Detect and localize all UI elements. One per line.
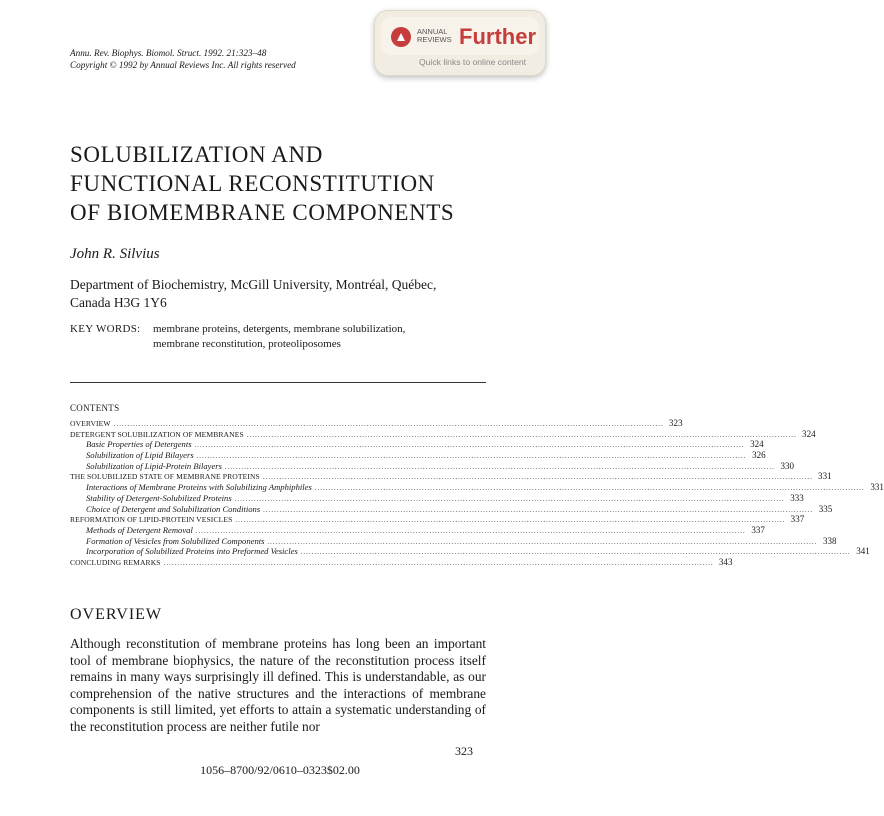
toc-entry-page: 323 (668, 418, 683, 428)
toc-entry-page: 331 (818, 471, 832, 482)
toc-entry-page: 330 (780, 460, 794, 471)
toc-dot-leader: ........................................................................................................................................................................................................ (263, 505, 814, 514)
title-line: OF BIOMEMBRANE COMPONENTS (70, 200, 455, 225)
toc-entry-page: 326 (752, 450, 766, 461)
toc-entry[interactable] (70, 492, 804, 504)
issn-line: 1056–8700/92/0610–0323$02.00 (200, 763, 360, 777)
toc-entry-label: Interactions of Membrane Proteins with Solubilizing Amphiphiles (86, 482, 312, 493)
toc-entry-page: 341 (856, 546, 870, 557)
toc-dot-leader: ........................................................................................................................................................................................................ (194, 441, 745, 450)
toc-entry[interactable] (70, 503, 833, 515)
keywords-list (153, 322, 473, 352)
toc-dot-leader: ........................................................................................................................................................................................................ (314, 484, 865, 493)
table-of-contents (70, 418, 884, 568)
toc-entry-page: 324 (750, 439, 764, 450)
keywords-line: membrane proteins, detergents, membrane solubilization, (153, 323, 406, 335)
toc-entry-label: DETERGENT SOLUBILIZATION OF MEMBRANES (70, 429, 244, 439)
toc-dot-leader: ........................................................................................................................................................................................................ (300, 548, 851, 557)
toc-entry-label: THE SOLUBILIZED STATE OF MEMBRANE PROTEINS (70, 472, 260, 482)
article-title (70, 140, 520, 227)
toc-entry[interactable] (70, 535, 837, 547)
toc-dot-leader: ........................................................................................................................................................................................................ (225, 462, 775, 471)
toc-entry-label: Solubilization of Lipid-Protein Bilayers (86, 460, 222, 471)
toc-entry[interactable] (70, 482, 884, 493)
toc-dot-leader: ........................................................................................................................................................................................................ (196, 452, 747, 461)
toc-dot-leader: ........................................................................................................................................................................................................ (163, 558, 714, 567)
keywords-line: membrane reconstitution, proteoliposomes (153, 338, 341, 350)
toc-entry[interactable] (70, 428, 816, 440)
toc-entry-label: Stability of Detergent-Solubilized Proteins (86, 492, 232, 503)
toc-entry-page: 338 (822, 535, 837, 546)
page-number: 323 (455, 744, 473, 758)
annual-reviews-logo-icon (391, 27, 411, 47)
toc-entry[interactable] (70, 471, 832, 482)
toc-entry-page: 337 (751, 524, 765, 535)
overview-paragraph: Although reconstitution of membrane proteins has long been an important tool of membrane biophysics, the nature of the reconstitution process itself remains in many ways surprisingly ill defined. This is understandable, as our comprehension of the native structures and the interactions of membrane components is still limited, yet efforts to attain a systematic understanding of the reconstitution process are neither futile nor (70, 636, 486, 734)
toc-entry-label: CONCLUDING REMARKS (70, 557, 161, 567)
journal-citation-block (70, 47, 296, 71)
toc-entry[interactable] (70, 524, 765, 536)
toc-entry[interactable] (70, 418, 683, 429)
toc-dot-leader: ........................................................................................................................................................................................................ (234, 494, 785, 503)
toc-entry-label: REFORMATION OF LIPID-PROTEIN VESICLES (70, 515, 233, 525)
annual-reviews-further-badge[interactable] (374, 10, 546, 76)
copyright-notice: Copyright © 1992 by Annual Reviews Inc. All rights reserved (70, 60, 296, 70)
quick-links-link[interactable]: Quick links to online content (419, 57, 527, 67)
toc-entry[interactable] (70, 546, 870, 557)
toc-entry-label: Methods of Detergent Removal (86, 524, 193, 535)
logo-mark-icon (396, 32, 406, 42)
affiliation-line: Department of Biochemistry, McGill University, Montréal, Québec, (70, 277, 437, 292)
annual-label: ANNUAL (417, 27, 448, 36)
toc-entry-page: 324 (801, 428, 816, 439)
toc-entry-label: Choice of Detergent and Solubilization Conditions (86, 503, 261, 514)
further-label: Further (459, 24, 536, 49)
toc-entry[interactable] (70, 450, 766, 461)
affiliation-line: Canada H3G 1Y6 (70, 295, 167, 310)
author-affiliation (70, 276, 510, 312)
keywords-block (70, 322, 473, 352)
journal-citation: Annu. Rev. Biophys. Biomol. Struct. 1992. 21:323–48 (70, 48, 267, 58)
overview-heading: OVERVIEW (70, 606, 163, 623)
toc-dot-leader: ........................................................................................................................................................................................................ (195, 526, 746, 535)
toc-entry-page: 343 (718, 556, 733, 567)
toc-dot-leader: ........................................................................................................................................................................................................ (267, 537, 818, 546)
author-name: John R. Silvius (70, 246, 160, 262)
toc-entry[interactable] (70, 439, 764, 450)
reviews-label: REVIEWS (417, 35, 452, 44)
toc-entry-page: 335 (818, 503, 833, 514)
annual-reviews-wordmark (417, 28, 452, 44)
keywords-label: KEY WORDS: (70, 323, 141, 335)
toc-entry-label: Solubilization of Lipid Bilayers (86, 450, 194, 461)
further-badge-header (381, 17, 539, 55)
toc-entry-label: Basic Properties of Detergents (86, 439, 192, 450)
toc-entry-page: 333 (790, 492, 804, 503)
toc-entry[interactable] (70, 460, 794, 472)
toc-entry-label: Formation of Vesicles from Solubilized Components (86, 535, 265, 546)
toc-dot-leader: ........................................................................................................................................................................................................ (262, 473, 813, 482)
toc-dot-leader: ........................................................................................................................................................................................................ (235, 516, 786, 525)
toc-entry[interactable] (70, 556, 733, 568)
toc-entry-label: Incorporation of Solubilized Proteins into Preformed Vesicles (86, 546, 298, 557)
toc-entry-page: 331 (870, 482, 884, 493)
title-line: FUNCTIONAL RECONSTITUTION (70, 171, 435, 196)
toc-entry-page: 337 (790, 514, 805, 525)
toc-dot-leader: ........................................................................................................................................................................................................ (246, 430, 797, 439)
section-divider (70, 382, 486, 383)
title-line: SOLUBILIZATION AND (70, 142, 323, 167)
toc-entry[interactable] (70, 514, 805, 525)
contents-heading: CONTENTS (70, 403, 120, 413)
toc-dot-leader: ........................................................................................................................................................................................................ (113, 420, 664, 428)
toc-entry-label: OVERVIEW (70, 419, 111, 428)
